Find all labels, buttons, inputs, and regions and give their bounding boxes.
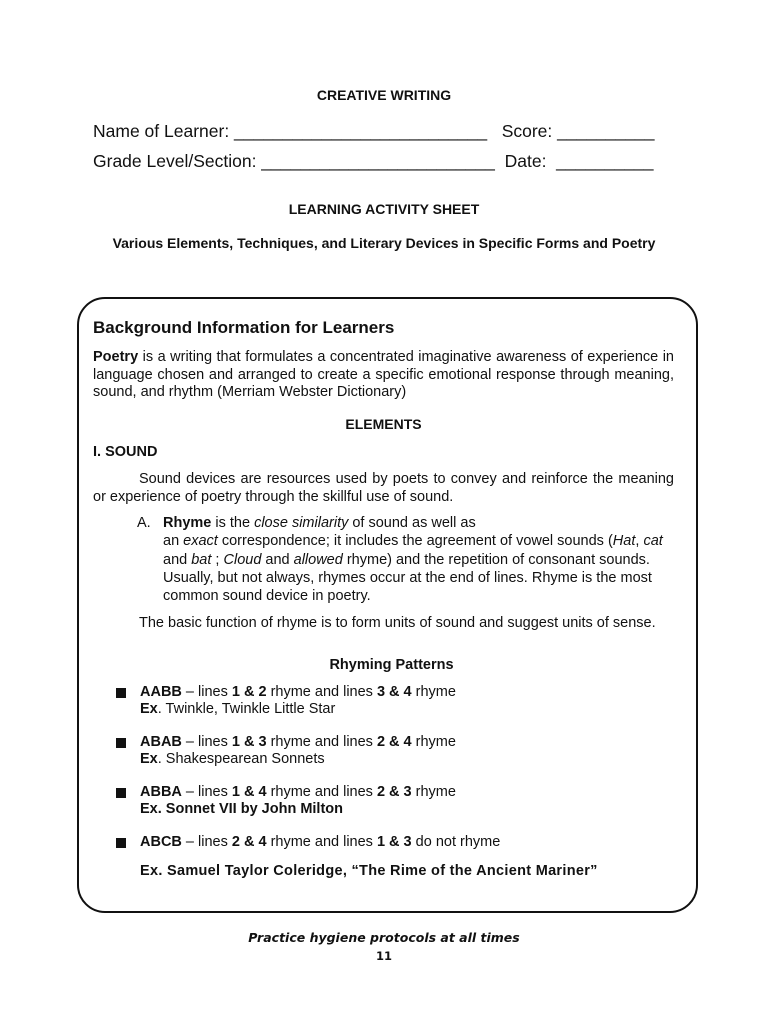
rhyme-first-line — [163, 514, 677, 532]
document-title: CREATIVE WRITING — [316, 87, 452, 103]
learner-name-row — [93, 121, 654, 142]
pattern-4-example: Ex. Samuel Taylor Coleridge, “The Rime of the Ancient Mariner” — [140, 863, 598, 879]
score-blank: __________ — [557, 121, 655, 141]
pattern-item — [116, 784, 676, 818]
pattern-item — [116, 834, 676, 851]
rhyme-example-word: bat — [191, 551, 212, 568]
rhyme-text: of sound as well as — [348, 515, 476, 531]
poetry-definition — [93, 349, 674, 402]
pattern-name: ABBA — [140, 784, 182, 800]
rhyme-text: rhyme) and the repetition of consonant sounds. Usually, but not always, rhymes occur at the end of lines. Rhyme is the most common sound device in poetry. — [163, 551, 652, 605]
elements-heading: ELEMENTS — [345, 416, 422, 432]
pattern-lines: 1 & 3 — [231, 734, 267, 750]
page-number: 11 — [375, 949, 392, 963]
name-label: Name of Learner: — [93, 121, 235, 141]
sheet-title: LEARNING ACTIVITY SHEET — [288, 201, 480, 217]
pattern-lines: 1 & 2 — [231, 684, 267, 700]
pattern-text: do not rhyme — [411, 834, 501, 850]
sheet-subtitle: Various Elements, Techniques, and Literary Devices in Specific Forms and Poetry — [112, 235, 656, 251]
rhyme-marker: A. — [137, 515, 151, 531]
rhyme-example-word: cat — [643, 533, 663, 550]
square-bullet-icon — [116, 838, 126, 848]
pattern-item — [116, 684, 676, 718]
pattern-text: rhyme and lines — [266, 734, 377, 750]
example-label: Ex. Sonnet VII by John Milton — [140, 801, 344, 817]
rhyme-text: and — [261, 551, 294, 568]
rhyme-text: and — [163, 551, 192, 568]
pattern-lines: 2 & 3 — [376, 784, 412, 800]
box-heading: Background Information for Learners — [93, 318, 395, 337]
pattern-text: rhyme — [411, 684, 456, 700]
rhyme-text: close similarity — [254, 515, 349, 531]
grade-section-row — [93, 151, 654, 172]
pattern-text: rhyme and lines — [266, 834, 377, 850]
poetry-definition-text: is a writing that formulates a concentrated imaginative awareness of experience in language chosen and arranged to create a specific emotional response through meaning, sound, and rhythm (Merriam Webster Dictionary) — [93, 349, 674, 400]
rhyme-text: correspondence; it includes the agreement of vowel sounds ( — [217, 533, 613, 550]
score-label: Score: — [487, 121, 558, 141]
example-label: Ex — [140, 751, 158, 767]
sound-heading: I. SOUND — [93, 444, 158, 460]
pattern-item — [116, 734, 676, 768]
rhyme-example-word: Cloud — [223, 551, 262, 568]
pattern-text: – lines — [181, 784, 232, 800]
pattern-text: – lines — [181, 834, 232, 850]
rhyme-term: Rhyme — [163, 515, 212, 531]
footer-note: Practice hygiene protocols at all times — [248, 930, 520, 945]
pattern-text: – lines — [181, 684, 232, 700]
square-bullet-icon — [116, 688, 126, 698]
pattern-lines: 2 & 4 — [376, 734, 412, 750]
rhyme-example-word: allowed — [293, 551, 343, 568]
square-bullet-icon — [116, 788, 126, 798]
example-text: . Twinkle, Twinkle Little Star — [157, 701, 336, 717]
pattern-text: rhyme — [411, 784, 456, 800]
name-blank: __________________________ — [234, 121, 488, 141]
pattern-text: – lines — [181, 734, 232, 750]
rhyme-text: ; — [211, 551, 224, 568]
example-text: . Shakespearean Sonnets — [157, 751, 325, 767]
pattern-lines: 3 & 4 — [376, 684, 412, 700]
grade-blank: ________________________ — [261, 151, 495, 171]
rhyme-item — [137, 514, 677, 605]
rhyming-patterns-heading: Rhyming Patterns — [329, 657, 454, 673]
square-bullet-icon — [116, 738, 126, 748]
rhyme-text: , — [635, 533, 644, 550]
rhyme-text: an — [163, 533, 184, 550]
pattern-lines: 2 & 4 — [231, 834, 267, 850]
pattern-name: ABCB — [140, 834, 182, 850]
pattern-text: rhyme and lines — [266, 784, 377, 800]
rhyme-text: is the — [211, 515, 255, 531]
pattern-text: rhyme — [411, 734, 456, 750]
sound-definition: Sound devices are resources used by poets to convey and reinforce the meaning or experience of poetry through the skillful use of sound. — [93, 471, 674, 505]
pattern-name: ABAB — [140, 734, 182, 750]
pattern-lines: 1 & 4 — [231, 784, 267, 800]
pattern-text: rhyme and lines — [266, 684, 377, 700]
pattern-lines: 1 & 3 — [376, 834, 412, 850]
rhyme-body — [163, 532, 677, 605]
pattern-name: AABB — [140, 684, 182, 700]
rhyme-example-word: Hat — [612, 533, 636, 550]
rhyme-text: exact — [183, 533, 218, 550]
example-label: Ex — [140, 701, 158, 717]
poetry-term: Poetry — [93, 349, 139, 365]
rhyme-function-paragraph: The basic function of rhyme is to form units of sound and suggest units of sense. — [139, 615, 656, 631]
date-blank: __________ — [556, 151, 654, 171]
grade-label: Grade Level/Section: — [93, 151, 262, 171]
date-label: Date: — [494, 151, 557, 171]
